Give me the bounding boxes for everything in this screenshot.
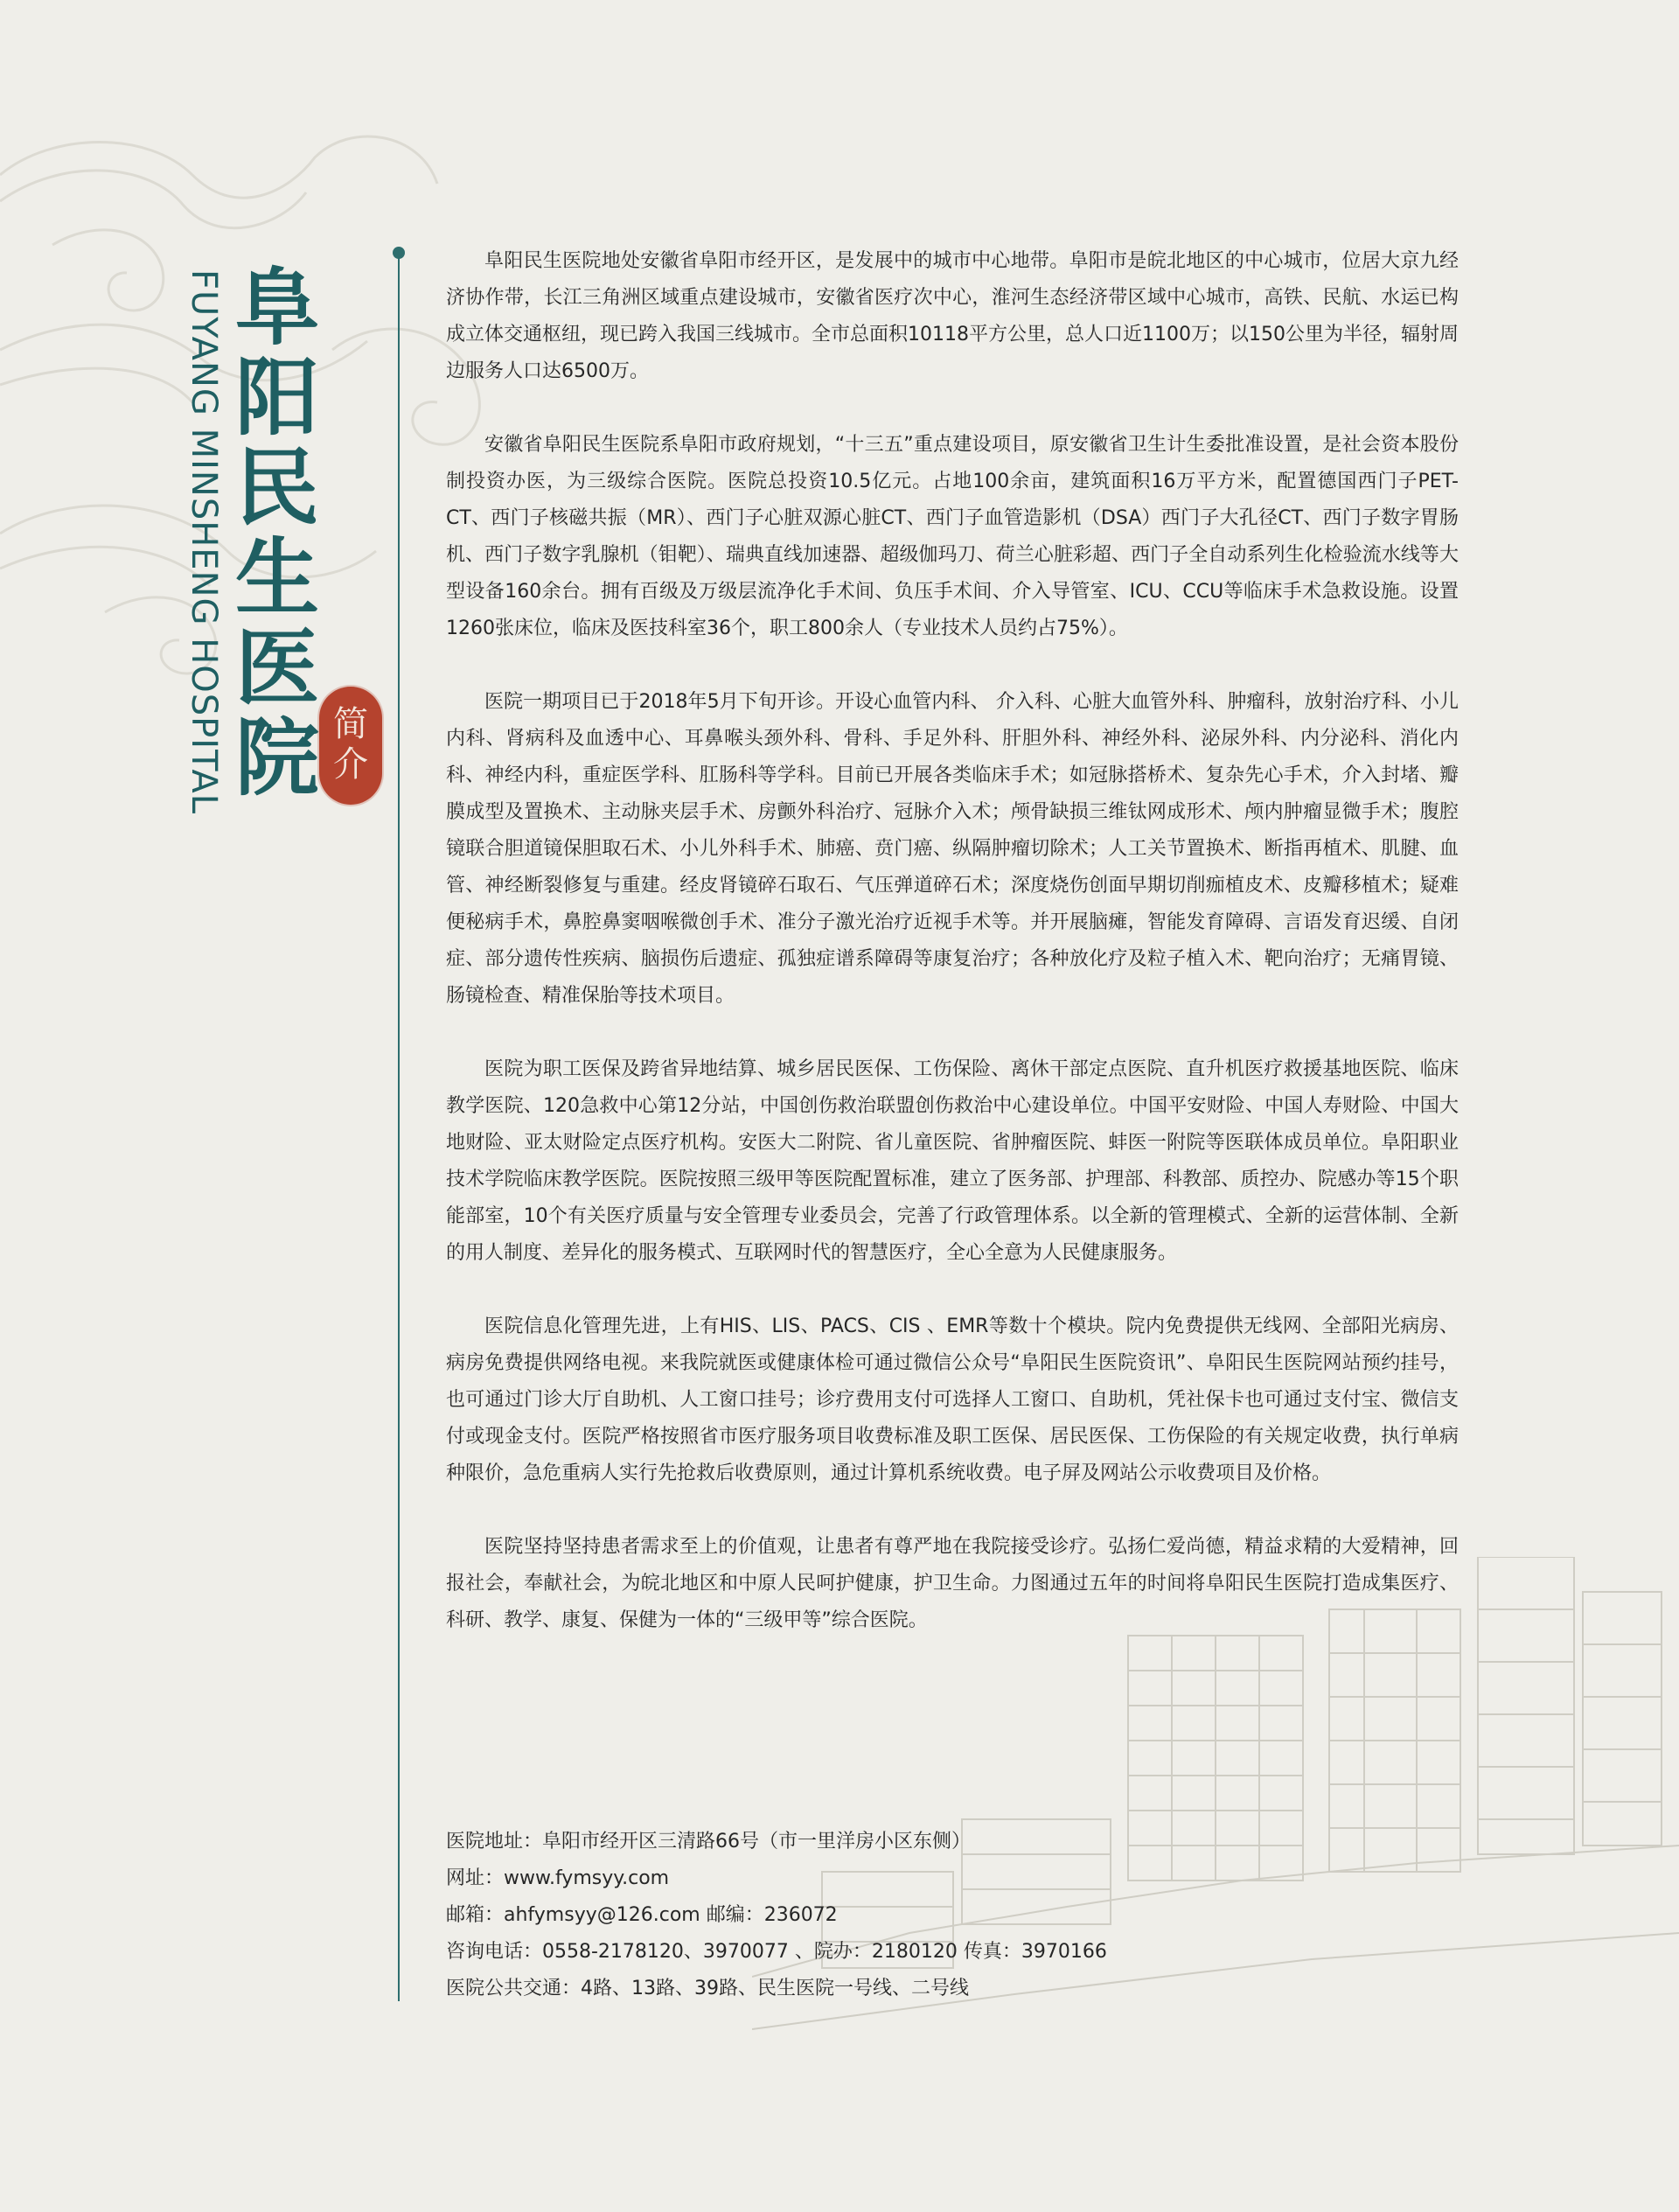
seal-char: 简 bbox=[333, 704, 368, 744]
timeline-dot bbox=[393, 247, 405, 259]
intro-paragraph: 医院一期项目已于2018年5月下旬开诊。开设心血管内科、 介入科、心脏大血管外科、肿瘤科，放射治疗科、小儿内科、肾病科及血透中心、耳鼻喉头颈外科、骨科、手足外科、肝胆外科、神经外科、泌尿外科、内分泌科、消化内科、神经内科，重症医学科、肛肠科等学科。目前已开展各类临床手术；如冠脉搭桥术、复杂先心手术，介入封堵、瓣膜成型及置换术、主动脉夹层手术、房颤外科治疗、冠脉介入术；颅骨缺损三维钛网成形术、颅内肿瘤显微手术；腹腔镜联合胆道镜保胆取石术、小儿外科手术、肺癌、贲门癌、纵隔肿瘤切除术；人工关节置换术、断指再植术、肌腱、血管、神经断裂修复与重建。经皮肾镜碎石取石、气压弹道碎石术；深度烧伤创面早期切削痂植皮术、皮瓣移植术；疑难便秘病手术，鼻腔鼻窦咽喉微创手术、准分子激光治疗近视手术等。并开展脑瘫，智能发育障碍、言语发育迟缓、自闭症、部分遗传性疾病、脑损伤后遗症、孤独症谱系障碍等康复治疗；各种放化疗及粒子植入术、靶向治疗；无痛胃镜、肠镜检查、精准保胎等技术项目。 bbox=[446, 691, 1459, 1007]
seal-char: 介 bbox=[333, 744, 368, 785]
intro-paragraph: 安徽省阜阳民生医院系阜阳市政府规划，“十三五”重点建设项目，原安徽省卫生计生委批准设置，是社会资本股份制投资办医，为三级综合医院。医院总投资10.5亿元。占地100余亩，建筑面积16万平方米，配置德国西门子PET-CT、西门子核磁共振（MR）、西门子心脏双源心脏CT、西门子血管造影机（DSA）西门子大孔径CT、西门子数字胃肠机、西门子数字乳腺机（钼靶）、瑞典直线加速器、超级伽玛刀、荷兰心脏彩超、西门子全自动系列生化检验流水线等大型设备160余台。拥有百级及万级层流净化手术间、负压手术间、介入导管室、ICU、CCU等临床手术急救设施。设置1260张床位，临床及医技科室36个，职工800余人（专业技术人员约占75%）。 bbox=[446, 434, 1459, 639]
contact-phone: 咨询电话：0558-2178120、3970077 、院办：2180120 传真：3970166 bbox=[446, 1941, 1107, 1963]
intro-body bbox=[446, 243, 1459, 1676]
intro-seal bbox=[319, 687, 382, 805]
contact-address: 医院地址：阜阳市经开区三清路66号（市一里洋房小区东侧） bbox=[446, 1831, 971, 1853]
intro-paragraph: 医院为职工医保及跨省异地结算、城乡居民医保、工伤保险、离休干部定点医院、直升机医疗救援基地医院、临床教学医院、120急救中心第12分站，中国创伤救治联盟创伤救治中心建设单位。中国平安财险、中国人寿财险、中国大地财险、亚太财险定点医疗机构。安医大二附院、省儿童医院、省肿瘤医院、蚌医一附院等医联体成员单位。阜阳职业技术学院临床教学医院。医院按照三级甲等医院配置标准，建立了医务部、护理部、科教部、质控办、院感办等15个职能部室，10个有关医疗质量与安全管理专业委员会，完善了行政管理体系。以全新的管理模式、全新的运营体制、全新的用人制度、差异化的服务模式、互联网时代的智慧医疗，全心全意为人民健康服务。 bbox=[446, 1058, 1459, 1264]
intro-paragraph: 医院信息化管理先进，上有HIS、LIS、PACS、CIS 、EMR等数十个模块。院内免费提供无线网、全部阳光病房、病房免费提供网络电视。来我院就医或健康体检可通过微信公众号“阜阳民生医院资讯”、阜阳民生医院网站预约挂号，也可通过门诊大厅自助机、人工窗口挂号；诊疗费用支付可选择人工窗口、自助机，凭社保卡也可通过支付宝、微信支付或现金支付。医院严格按照省市医疗服务项目收费标准及职工医保、居民医保、工伤保险的有关规定收费，执行单病种限价，急危重病人实行先抢救后收费原则，通过计算机系统收费。电子屏及网站公示收费项目及价格。 bbox=[446, 1315, 1459, 1484]
title-char: 医 bbox=[235, 618, 319, 717]
title-char: 民 bbox=[235, 438, 319, 537]
timeline-divider bbox=[398, 254, 400, 2001]
intro-paragraph: 医院坚持坚持患者需求至上的价值观，让患者有尊严地在我院接受诊疗。弘扬仁爱尚德，精益求精的大爱精神，回报社会，奉献社会，为皖北地区和中原人民呵护健康，护卫生命。力图通过五年的时间将阜阳民生医院打造成集医疗、科研、教学、康复、保健为一体的“三级甲等”综合医院。 bbox=[446, 1536, 1459, 1631]
title-char: 阜 bbox=[235, 258, 319, 357]
contact-transit: 医院公共交通：4路、13路、39路、民生医院一号线、二号线 bbox=[446, 1978, 969, 1999]
contact-info bbox=[446, 1824, 1320, 2007]
title-char: 院 bbox=[235, 708, 319, 807]
contact-website: 网址：www.fymsyy.com bbox=[446, 1867, 670, 1889]
contact-email: 邮箱：ahfymsyy@126.com 邮编：236072 bbox=[446, 1904, 838, 1926]
hospital-name-english: FUYANG MINSHENG HOSPITAL bbox=[184, 269, 224, 815]
title-char: 阳 bbox=[235, 348, 319, 447]
hospital-name-chinese bbox=[229, 258, 325, 807]
intro-paragraph: 阜阳民生医院地处安徽省阜阳市经开区，是发展中的城市中心地带。阜阳市是皖北地区的中心城市，位居大京九经济协作带，长江三角洲区域重点建设城市，安徽省医疗次中心，淮河生态经济带区域中心城市，高铁、民航、水运已构成立体交通枢纽，现已跨入我国三线城市。全市总面积10118平方公里，总人口近1100万；以150公里为半径，辐射周边服务人口达6500万。 bbox=[446, 250, 1459, 382]
title-char: 生 bbox=[235, 528, 319, 627]
